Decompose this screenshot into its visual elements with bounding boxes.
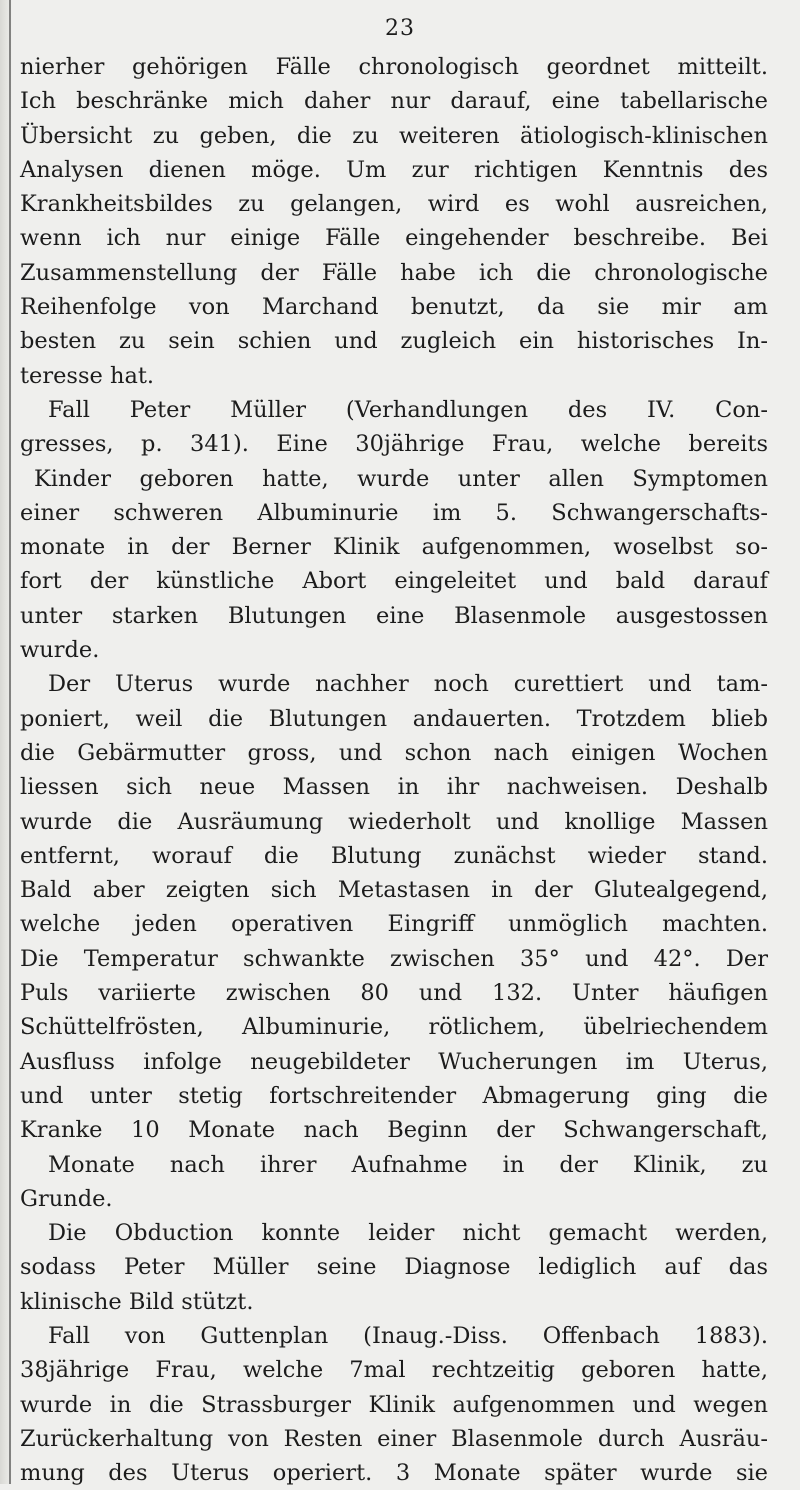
text-line: wenn ich nur einige Fälle eingehender beschreibe. Bei [20,225,768,252]
text-line: Übersicht zu geben, die zu weiteren ätiologisch-klinischen [20,122,768,149]
text-line: Zusammenstellung der Fälle habe ich die chronologische [20,259,768,286]
text-line: Der Uterus wurde nachher noch curettiert und tam- [48,671,768,698]
body-text [20,50,768,1490]
text-line: gresses, p. 341). Eine 30jährige Frau, welche bereits [20,431,768,458]
text-line: Fall Peter Müller (Verhandlungen des IV. Con- [48,396,768,423]
text-line: wurde. [20,637,100,664]
text-line: Reihenfolge von Marchand benutzt, da sie mir am [20,294,768,321]
text-line: Krankheitsbildes zu gelangen, wird es wohl ausreichen, [20,191,768,218]
text-line: Monate nach ihrer Aufnahme in der Klinik, zu [48,1151,768,1178]
text-line: monate in der Berner Klinik aufgenommen, woselbst so- [20,534,768,561]
text-line: unter starken Blutungen eine Blasenmole ausgestossen [20,602,768,629]
text-line: und unter stetig fortschreitender Abmagerung ging die [20,1082,768,1109]
text-line: klinische Bild stützt. [20,1288,254,1315]
text-line: 38jährige Frau, welche 7mal rechtzeitig geboren hatte, [20,1357,768,1384]
text-line: Ich beschränke mich daher nur darauf, eine tabellarische [20,88,768,115]
text-line: mung des Uterus operiert. 3 Monate später wurde sie [20,1460,768,1487]
text-line: Kinder geboren hatte, wurde unter allen Symptomen [34,465,768,492]
page-number: 23 [385,16,415,41]
binding-edge [9,0,11,1484]
text-line: nierher gehörigen Fälle chronologisch geordnet mitteilt. [20,54,768,80]
text-line: Schüttelfrösten, Albuminurie, rötlichem, übelriechendem [20,1014,768,1041]
text-line: poniert, weil die Blutungen andauerten. Trotzdem blieb [20,705,768,732]
text-line: die Gebärmutter gross, und schon nach einigen Wochen [20,739,768,766]
text-line: Grunde. [20,1185,113,1212]
text-line: Bald aber zeigten sich Metastasen in der Glutealgegend, [20,877,768,904]
text-line: Kranke 10 Monate nach Beginn der Schwangerschaft, [20,1117,768,1144]
text-line: Die Obduction konnte leider nicht gemacht werden, [48,1220,768,1247]
text-line: besten zu sein schien und zugleich ein historisches In- [20,328,768,355]
text-line: entfernt, worauf die Blutung zunächst wieder stand. [20,842,768,869]
text-line: Zurückerhaltung von Resten einer Blasenmole durch Ausräu- [20,1425,768,1452]
text-line: Ausfluss infolge neugebildeter Wucherungen im Uterus, [20,1048,768,1075]
text-line: Analysen dienen möge. Um zur richtigen Kenntnis des [20,156,768,183]
text-line: welche jeden operativen Eingriff unmöglich machten. [20,911,768,938]
text-line: wurde in die Strassburger Klinik aufgenommen und wegen [20,1391,768,1418]
text-line: einer schweren Albuminurie im 5. Schwangerschafts- [20,499,768,526]
text-line: liessen sich neue Massen in ihr nachweisen. Deshalb [20,774,768,801]
text-line: fort der künstliche Abort eingeleitet und bald darauf [20,568,768,595]
text-line: Fall von Guttenplan (Inaug.-Diss. Offenbach 1883). [48,1322,768,1349]
text-line: wurde die Ausräumung wiederholt und knollige Massen [20,808,768,835]
text-line: Die Temperatur schwankte zwischen 35° und 42°. Der [20,945,768,972]
text-line: teresse hat. [20,362,155,389]
text-line: Puls variierte zwischen 80 und 132. Unter häufigen [20,980,768,1007]
text-line: sodass Peter Müller seine Diagnose lediglich auf das [20,1254,768,1281]
